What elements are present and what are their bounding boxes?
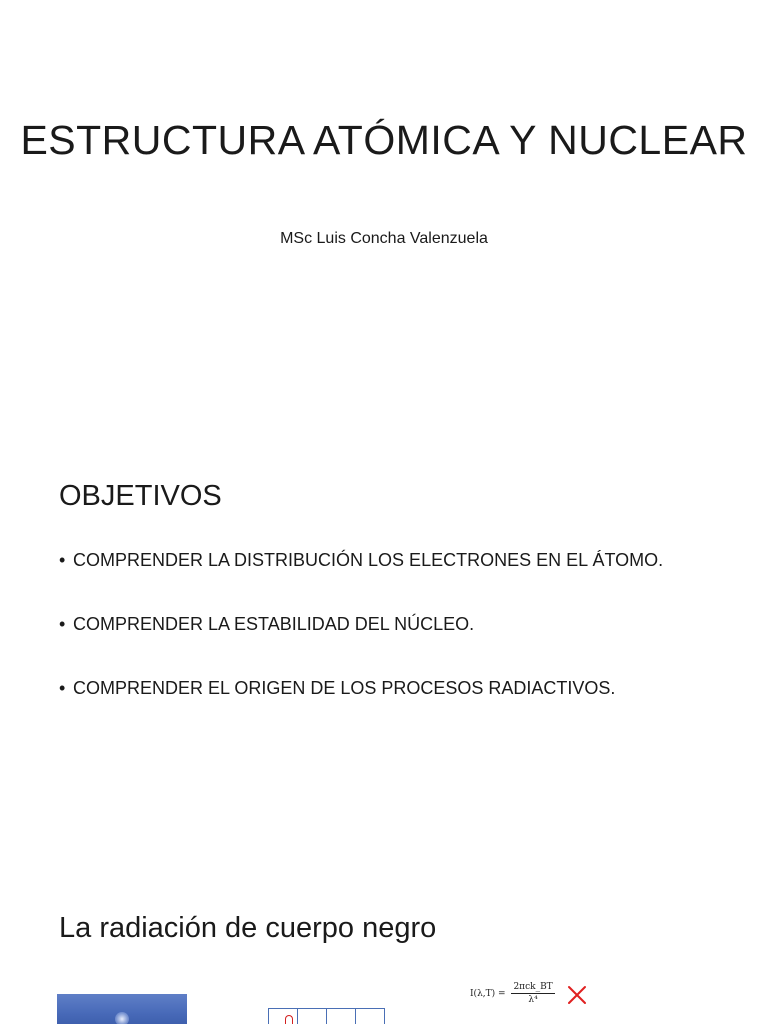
blackbody-photo	[57, 994, 187, 1024]
grid-cell	[298, 1009, 327, 1024]
formula-numerator: 2πck_BT	[513, 982, 553, 992]
bullet-icon: •	[59, 614, 66, 634]
grid-cell	[269, 1009, 298, 1024]
formula-denominator: λ⁴	[528, 995, 538, 1005]
title-slide	[0, 0, 768, 432]
bullet-icon: •	[59, 678, 66, 698]
objective-text: COMPRENDER LA ESTABILIDAD DEL NÚCLEO.	[73, 614, 475, 634]
cross-icon	[566, 984, 588, 1006]
objectives-slide	[0, 432, 768, 864]
grid-cell	[327, 1009, 356, 1024]
grid-cell	[356, 1009, 385, 1024]
objective-text: COMPRENDER EL ORIGEN DE LOS PROCESOS RADIACTIVOS.	[73, 678, 616, 698]
objective-item	[59, 612, 663, 636]
blackbody-heading: La radiación de cuerpo negro	[59, 912, 437, 944]
objective-item	[59, 676, 663, 700]
presentation-title: ESTRUCTURA ATÓMICA Y NUCLEAR	[20, 117, 748, 163]
objectives-heading: OBJETIVOS	[59, 480, 222, 512]
bullet-icon: •	[59, 550, 66, 570]
rayleigh-jeans-formula	[470, 982, 555, 1005]
objective-item	[59, 548, 663, 572]
objective-text: COMPRENDER LA DISTRIBUCIÓN LOS ELECTRONES EN EL ÁTOMO.	[73, 550, 664, 570]
formula-lhs: I(λ,T) =	[470, 988, 506, 999]
spectrum-grid	[268, 1008, 385, 1024]
formula-fraction	[511, 982, 554, 1005]
curve-mark	[285, 1015, 293, 1024]
blackbody-slide	[0, 864, 768, 1024]
author-subtitle: MSc Luis Concha Valenzuela	[280, 230, 488, 247]
objectives-list	[59, 548, 663, 740]
